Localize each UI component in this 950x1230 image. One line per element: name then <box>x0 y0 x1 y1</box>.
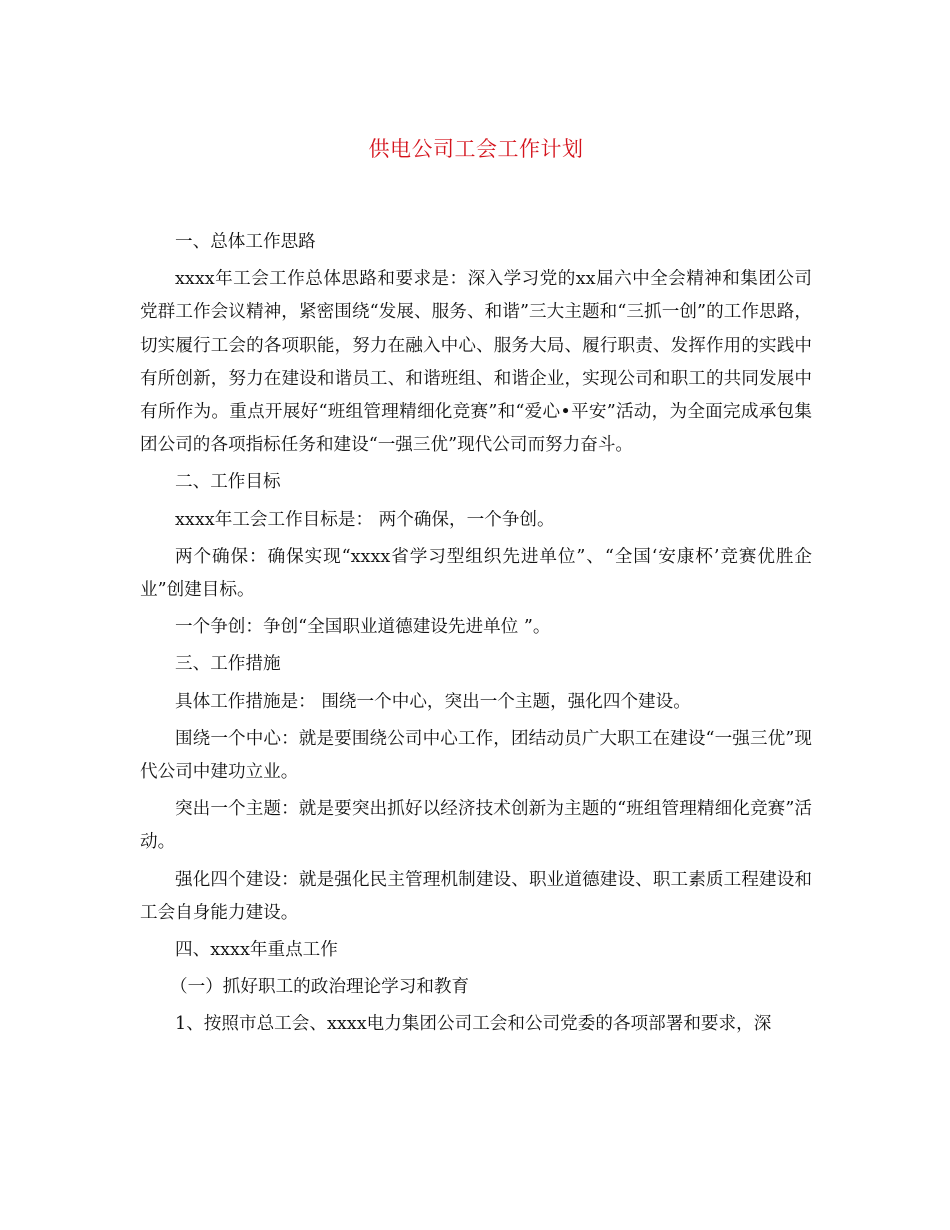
paragraph: 1、按照市总工会、xxxx电力集团公司工会和公司党委的各项部署和要求，深 <box>175 1014 772 1035</box>
document-page <box>140 120 812 1046</box>
section-heading-2: 二、工作目标 <box>175 472 281 493</box>
subsection-heading: （一）抓好职工的政治理论学习和教育 <box>170 977 470 998</box>
paragraph: 围绕一个中心：就是要围绕公司中心工作，团结动员广大职工在建设“一强三优”现代公司中建功立业。 <box>140 728 812 783</box>
paragraph: 突出一个主题：就是要突出抓好以经济技术创新为主题的“班组管理精细化竞赛”活动。 <box>140 799 812 853</box>
paragraph: 一个争创：争创“全国职业道德建设先进单位 ”。 <box>175 617 551 638</box>
paragraph: 两个确保：确保实现“xxxx省学习型组织先进单位”、“全国‘安康杯’竞赛优胜企业”创建目标。 <box>140 546 812 601</box>
document-title: 供电公司工会工作计划 <box>368 137 584 161</box>
paragraph: xxxx年工会工作目标是： 两个确保，一个争创。 <box>175 509 555 530</box>
section-heading-1: 一、总体工作思路 <box>175 232 316 252</box>
paragraph: 强化四个建设：就是强化民主管理机制建设、职业道德建设、职工素质工程建设和工会自身能力建设。 <box>140 869 812 923</box>
section-heading-3: 三、工作措施 <box>175 654 281 675</box>
paragraph: xxxx年工会工作总体思路和要求是：深入学习党的xx届六中全会精神和集团公司党群工作会议精神，紧密围绕“发展、服务、和谐”三大主题和“三抓一创”的工作思路，切实履行工会的各项职能，努力在融入中心、服务大局、履行职责、发挥作用的实践中有所创新，努力在建设和谐员工、和谐班组、和谐企业，实现公司和职工的共同发展中有所作为。重点开展好“班组管理精细化竞赛”和“爱心•平安”活动，为全面完成承包集团公司的各项指标任务和建设“一强三优”现代公司而努力奋斗。 <box>140 269 812 456</box>
section-heading-4: 四、xxxx年重点工作 <box>175 940 338 961</box>
paragraph: 具体工作措施是： 围绕一个中心，突出一个主题，强化四个建设。 <box>175 691 691 712</box>
